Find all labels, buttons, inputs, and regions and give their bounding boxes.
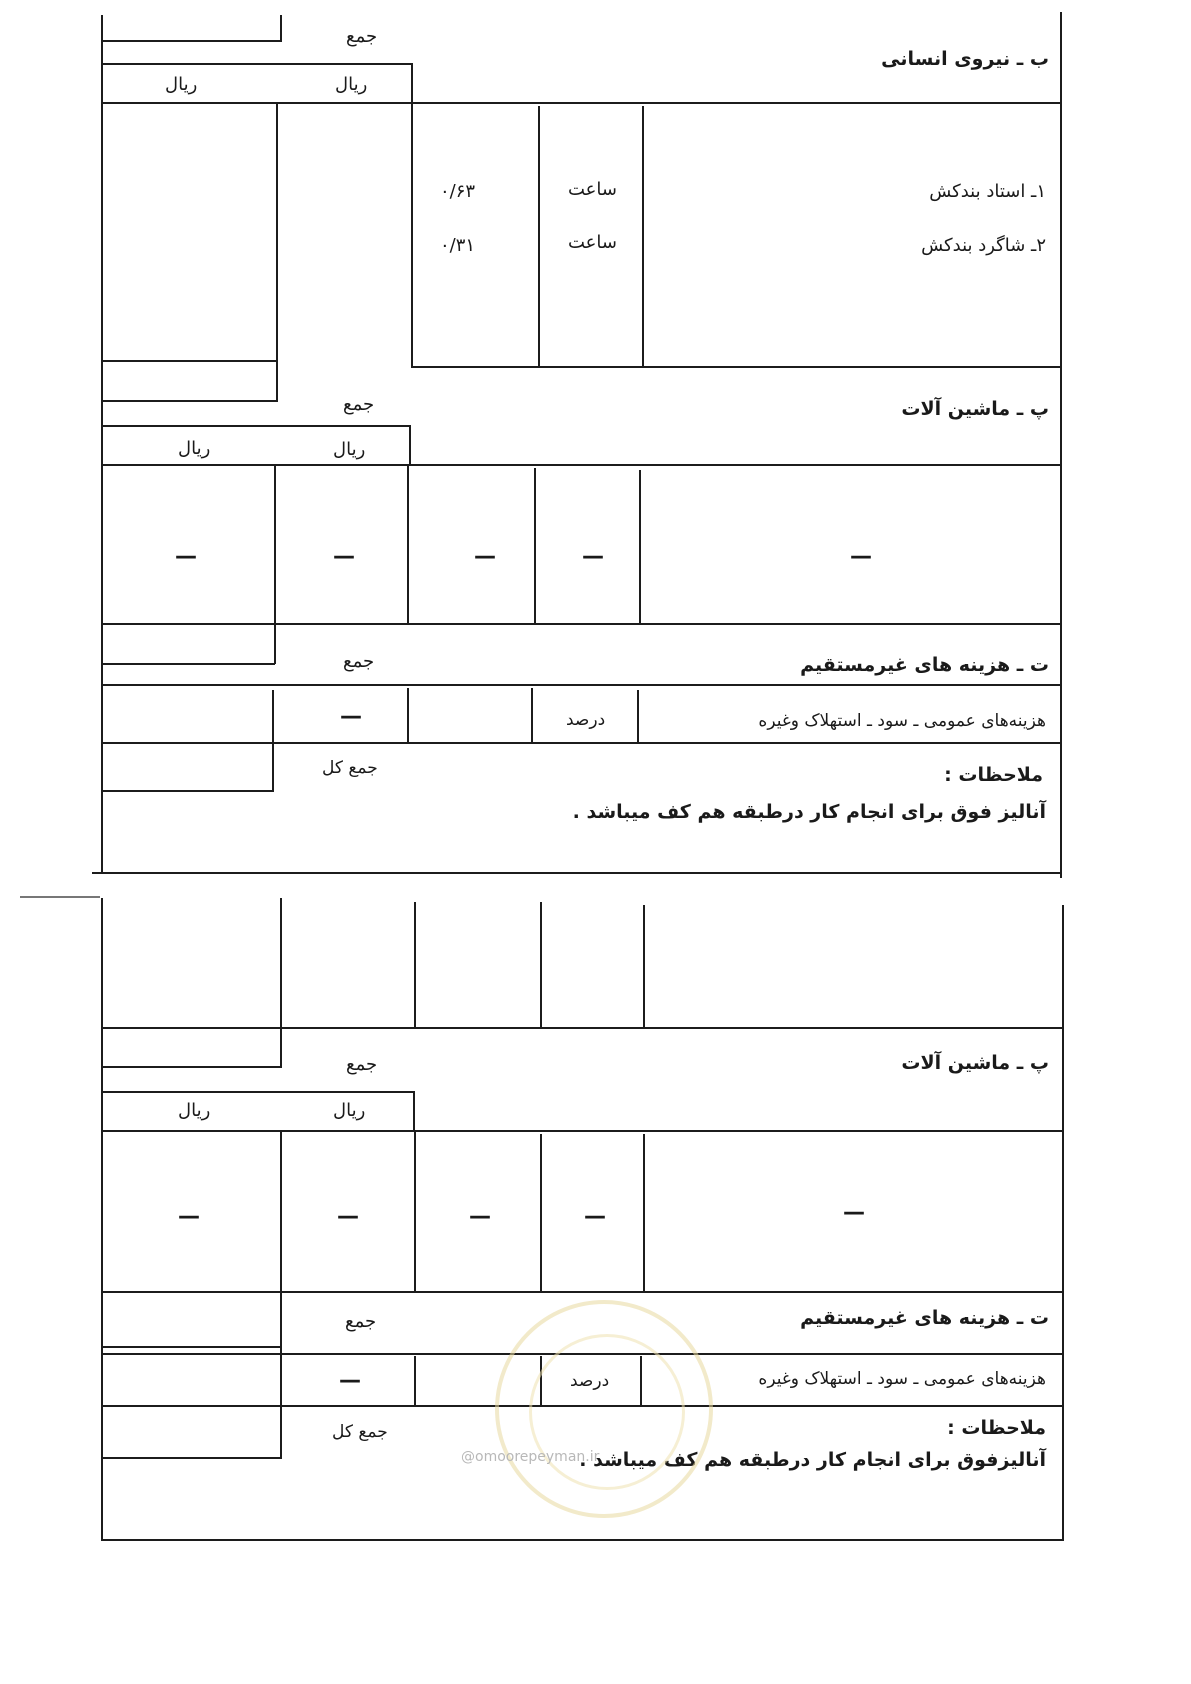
sum-label: جمع [346,1054,378,1075]
empty-dash: — [340,704,362,729]
rial-label: ریال [178,1100,211,1121]
notes-text: آنالیزفوق برای انجام کار درطبقه هم کف میباشد . [579,1449,1046,1471]
percent-label: درصد [570,1371,610,1391]
rial-label: ریال [333,439,366,460]
section-p-title: پ ـ ماشین آلات [901,1052,1049,1074]
empty-dash: — [333,544,355,569]
grand-total-label: جمع کل [322,758,378,778]
empty-dash: — [339,1368,361,1393]
item-qty: ۰/۶۳ [440,181,476,202]
item-unit: ساعت [568,179,617,200]
sum-label: جمع [346,26,378,47]
indirect-costs-desc: هزینه‌های عمومی ـ سود ـ استهلاک وغیره [758,711,1046,731]
item-label: ۱ـ استاد بندکش [929,181,1046,202]
notes-label: ملاحظات : [947,1417,1046,1439]
rial-label: ریال [335,74,368,95]
empty-dash: — [178,1204,200,1229]
grand-total-label: جمع کل [332,1422,388,1442]
empty-dash: — [850,544,872,569]
bottom-border [92,872,1062,874]
notes-label: ملاحظات : [944,764,1043,786]
sum-label: جمع [343,651,375,672]
empty-dash: — [584,1204,606,1229]
watermark-text: @omoorepeyman.ir [461,1449,600,1465]
sum-label: جمع [345,1311,377,1332]
section-p-title: پ ـ ماشین آلات [901,398,1049,420]
indirect-costs-desc: هزینه‌های عمومی ـ سود ـ استهلاک وغیره [758,1369,1046,1389]
section-t-title: ت ـ هزینه های غیرمستقیم [800,1307,1049,1329]
percent-label: درصد [566,710,606,730]
rial-label: ریال [165,74,198,95]
section-t-title: ت ـ هزینه های غیرمستقیم [800,654,1049,676]
rial-label: ریال [333,1100,366,1121]
item-unit: ساعت [568,232,617,253]
sum-label: جمع [343,394,375,415]
item-label: ۲ـ شاگرد بندکش [921,235,1046,256]
empty-dash: — [474,544,496,569]
rial-label: ریال [178,438,211,459]
right-border [1062,905,1064,1540]
empty-dash: — [469,1204,491,1229]
empty-dash: — [175,544,197,569]
empty-dash: — [582,544,604,569]
section-b-title: ب ـ نیروی انسانی [881,48,1049,70]
notes-text: آنالیز فوق برای انجام کار درطبقه هم کف میباشد . [572,801,1046,823]
right-border [1060,12,1062,878]
bottom-border [101,1539,1064,1541]
empty-dash: — [843,1200,865,1225]
watermark-logo-icon [495,1300,713,1518]
left-border [101,15,103,873]
left-border [101,898,103,1540]
item-qty: ۰/۳۱ [440,235,476,256]
empty-dash: — [337,1204,359,1229]
